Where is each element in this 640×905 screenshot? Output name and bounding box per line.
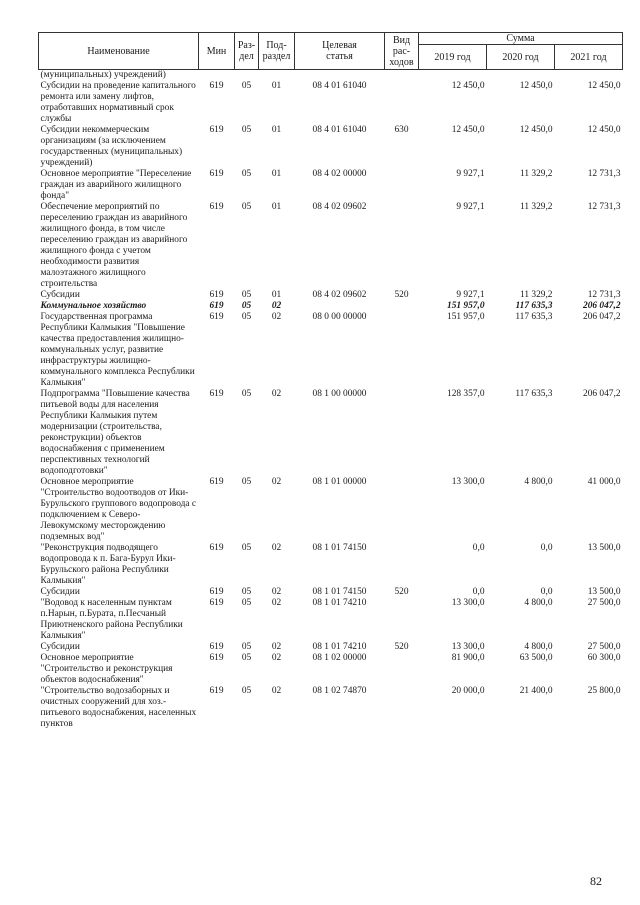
cell-target: 08 1 01 74210 [312,642,367,652]
cell-sum-2020: 11 329,2 [520,169,553,179]
cell-sum-2021: 206 047,2 [583,301,621,311]
cell-target: 08 1 02 74870 [312,686,367,696]
cell-sum-2020: 117 635,3 [515,301,553,311]
cell-sum-2021 [555,70,623,82]
cell-name: "Строительство водозаборных и очистных сооружений для хоз.-питьевого водоснабжения, населенных пунктов [40,686,197,729]
cell-sum-2021: 206 047,2 [583,389,621,399]
cell-min: 619 [209,389,224,399]
cell-name: Основное мероприятие "Переселение граждан из аварийного жилищного фонда" [40,169,192,201]
cell-min: 619 [209,686,224,696]
cell-min: 619 [209,312,224,322]
cell-target: 08 1 00 00000 [312,389,367,399]
cell-sum-2020: 12 450,0 [519,81,553,91]
page-number: 82 [590,874,602,888]
cell-name: Основное мероприятие "Строительство и реконструкция объектов водоснабжения" [40,653,173,685]
cell-subsection: 01 [271,125,282,135]
cell-sum-2020: 117 635,3 [515,312,553,322]
cell-name: Субсидии [40,642,80,652]
cell-sum-2019: 9 927,1 [456,169,485,179]
cell-sum-2019: 0,0 [472,587,485,597]
cell-expense-type [385,598,419,642]
cell-sum-2021: 12 450,0 [587,81,621,91]
table-row [39,686,623,730]
cell-sum-2019: 151 957,0 [447,301,485,311]
cell-name: Государственная программа Республики Калмыкия "Повышение качества предоставления жилищно-коммунальных услуг, развитие инфраструктуры жилищно-коммунального комплекса Республики Калмыкия" [40,312,195,388]
cell-min: 619 [209,543,224,553]
cell-section: 05 [241,587,252,597]
table-body [39,70,623,731]
cell-sum-2019: 12 450,0 [451,81,485,91]
col-header-name: Наименование [39,33,199,70]
table-row [39,125,623,169]
cell-name: Подпрограмма "Повышение качества питьевой воды для населения Республики Калмыкия путем модернизации (строительства, реконструкции) объектов водоснабжения с применением перспективных технологий водоподготовки" [40,389,190,476]
cell-section: 05 [241,598,252,608]
cell-min: 619 [209,81,224,91]
cell-name: Субсидии [40,290,80,300]
cell-subsection: 02 [271,598,282,608]
table-row [39,543,623,587]
cell-subsection [259,70,295,82]
cell-sum-2020: 11 329,2 [520,202,553,212]
cell-section [235,70,259,82]
cell-sum-2019: 151 957,0 [447,312,485,322]
cell-expense-type: 630 [394,125,409,135]
cell-sum-2021: 206 047,2 [583,312,621,322]
cell-sum-2021: 27 500,0 [587,598,621,608]
cell-subsection: 02 [271,301,282,311]
table-row [39,587,623,598]
cell-min: 619 [209,169,224,179]
cell-sum-2019: 13 300,0 [451,477,485,487]
cell-target: 08 4 02 09602 [312,202,367,212]
cell-section: 05 [241,290,252,300]
cell-sum-2019: 9 927,1 [456,202,485,212]
cell-expense-type [385,686,419,730]
cell-min: 619 [209,653,224,663]
cell-name: Обеспечение мероприятий по переселению граждан из аварийного жилищного фонда, в том числе переселению граждан из аварийного жилищного фонда с учетом необходимости развития малоэтажного жилищного строительства [40,202,188,289]
cell-min: 619 [209,301,224,311]
cell-section: 05 [241,642,252,652]
cell-sum-2021: 27 500,0 [587,642,621,652]
cell-subsection: 01 [271,169,282,179]
cell-name: Субсидии некоммерческим организациям (за исключением государственных (муниципальных) учреждений) [40,125,183,168]
cell-sum-2019: 128 357,0 [447,389,485,399]
cell-sum-2021: 12 731,3 [587,169,621,179]
cell-section: 05 [241,301,252,311]
cell-sum-2021: 25 800,0 [587,686,621,696]
cell-target: 08 1 01 00000 [312,477,367,487]
col-header-2021: 2021 год [555,45,623,70]
cell-expense-type [385,477,419,543]
cell-section: 05 [241,686,252,696]
cell-subsection: 02 [271,653,282,663]
cell-expense-type [385,202,419,290]
table-row [39,389,623,477]
cell-target: 08 1 02 00000 [312,653,367,663]
col-header-2020: 2020 год [487,45,555,70]
cell-expense-type [385,312,419,389]
col-header-target: Целевая статья [295,33,385,70]
table-row [39,70,623,82]
col-header-2019: 2019 год [419,45,487,70]
cell-sum-2021: 41 000,0 [587,477,621,487]
cell-name: Субсидии на проведение капитального ремонта или замену лифтов, отработавших нормативный срок службы [40,81,196,124]
table-row [39,653,623,686]
cell-sum-2021: 60 300,0 [587,653,621,663]
cell-name: (муниципальных) учреждений) [40,70,166,80]
table-row [39,477,623,543]
cell-section: 05 [241,543,252,553]
cell-target: 08 4 01 61040 [312,125,367,135]
table-row [39,290,623,301]
cell-name: "Водовод к населенным пунктам п.Нарын, п.Бурата, п.Песчаный Приютненского района Республики Калмыкия" [40,598,183,641]
cell-subsection: 02 [271,686,282,696]
cell-target: 08 4 02 09602 [312,290,367,300]
cell-sum-2020: 4 800,0 [524,642,553,652]
cell-subsection: 02 [271,543,282,553]
cell-target: 08 0 00 00000 [312,312,367,322]
cell-expense-type [385,301,419,312]
cell-sum-2019: 13 300,0 [451,642,485,652]
cell-target: 08 1 01 74150 [312,587,367,597]
cell-expense-type [385,81,419,125]
cell-target: 08 4 01 61040 [312,81,367,91]
cell-sum-2021: 12 450,0 [587,125,621,135]
cell-section: 05 [241,312,252,322]
cell-sum-2020: 21 400,0 [519,686,553,696]
cell-sum-2020: 0,0 [540,543,553,553]
cell-name: Коммунальное хозяйство [40,301,147,311]
cell-sum-2020: 4 800,0 [524,598,553,608]
cell-subsection: 02 [271,389,282,399]
cell-subsection: 01 [271,202,282,212]
cell-subsection: 01 [271,81,282,91]
cell-sum-2020: 117 635,3 [515,389,553,399]
cell-expense-type [385,389,419,477]
cell-min: 619 [209,598,224,608]
cell-expense-type: 520 [394,587,409,597]
cell-name: Субсидии [40,587,80,597]
cell-min: 619 [209,202,224,212]
cell-section: 05 [241,81,252,91]
cell-sum-2019: 9 927,1 [456,290,485,300]
cell-target: 08 4 02 00000 [312,169,367,179]
cell-sum-2021: 13 500,0 [587,587,621,597]
cell-sum-2019: 13 300,0 [451,598,485,608]
cell-min [199,70,235,82]
cell-subsection: 02 [271,642,282,652]
cell-section: 05 [241,653,252,663]
cell-min: 619 [209,125,224,135]
table-row [39,301,623,312]
col-header-section: Раз- дел [235,33,259,70]
cell-sum-2020: 11 329,2 [520,290,553,300]
cell-section: 05 [241,125,252,135]
cell-sum-2019: 20 000,0 [451,686,485,696]
cell-min: 619 [209,587,224,597]
cell-target [295,70,385,82]
cell-sum-2019: 0,0 [472,543,485,553]
cell-sum-2020 [487,70,555,82]
cell-sum-2019: 12 450,0 [451,125,485,135]
cell-section: 05 [241,477,252,487]
cell-expense-type: 520 [394,290,409,300]
cell-subsection: 02 [271,587,282,597]
table-row [39,598,623,642]
cell-expense-type [385,70,419,82]
cell-target [295,301,385,312]
cell-name: Основное мероприятие "Строительство водоотводов от Ики-Бурульского группового водопровода с подключением к Северо-Левокумскому месторождению подземных вод" [40,477,197,542]
cell-expense-type [385,169,419,202]
cell-target: 08 1 01 74150 [312,543,367,553]
col-header-sum: Сумма [419,33,623,45]
cell-section: 05 [241,389,252,399]
cell-subsection: 02 [271,477,282,487]
cell-sum-2021: 13 500,0 [587,543,621,553]
cell-expense-type [385,653,419,686]
cell-section: 05 [241,202,252,212]
cell-section: 05 [241,169,252,179]
col-header-min: Мин [199,33,235,70]
table-row [39,169,623,202]
cell-expense-type [385,543,419,587]
budget-table [38,32,623,730]
cell-sum-2021: 12 731,3 [587,202,621,212]
cell-subsection: 02 [271,312,282,322]
cell-min: 619 [209,642,224,652]
col-header-expense-type: Вид рас- ходов [385,33,419,70]
cell-target: 08 1 01 74210 [312,598,367,608]
cell-sum-2020: 0,0 [540,587,553,597]
table-row [39,202,623,290]
col-header-subsection: Под- раздел [259,33,295,70]
cell-sum-2019: 81 900,0 [451,653,485,663]
cell-sum-2019 [419,70,487,82]
cell-sum-2020: 4 800,0 [524,477,553,487]
table-row [39,312,623,389]
table-row [39,642,623,653]
cell-name: "Реконструкция подводящего водопровода к п. Бага-Бурул Ики-Бурульского района Республики Калмыкия" [40,543,176,586]
cell-expense-type: 520 [394,642,409,652]
cell-sum-2020: 12 450,0 [519,125,553,135]
cell-subsection: 01 [271,290,282,300]
table-row [39,81,623,125]
cell-min: 619 [209,290,224,300]
cell-sum-2020: 63 500,0 [519,653,553,663]
cell-min: 619 [209,477,224,487]
cell-sum-2021: 12 731,3 [587,290,621,300]
